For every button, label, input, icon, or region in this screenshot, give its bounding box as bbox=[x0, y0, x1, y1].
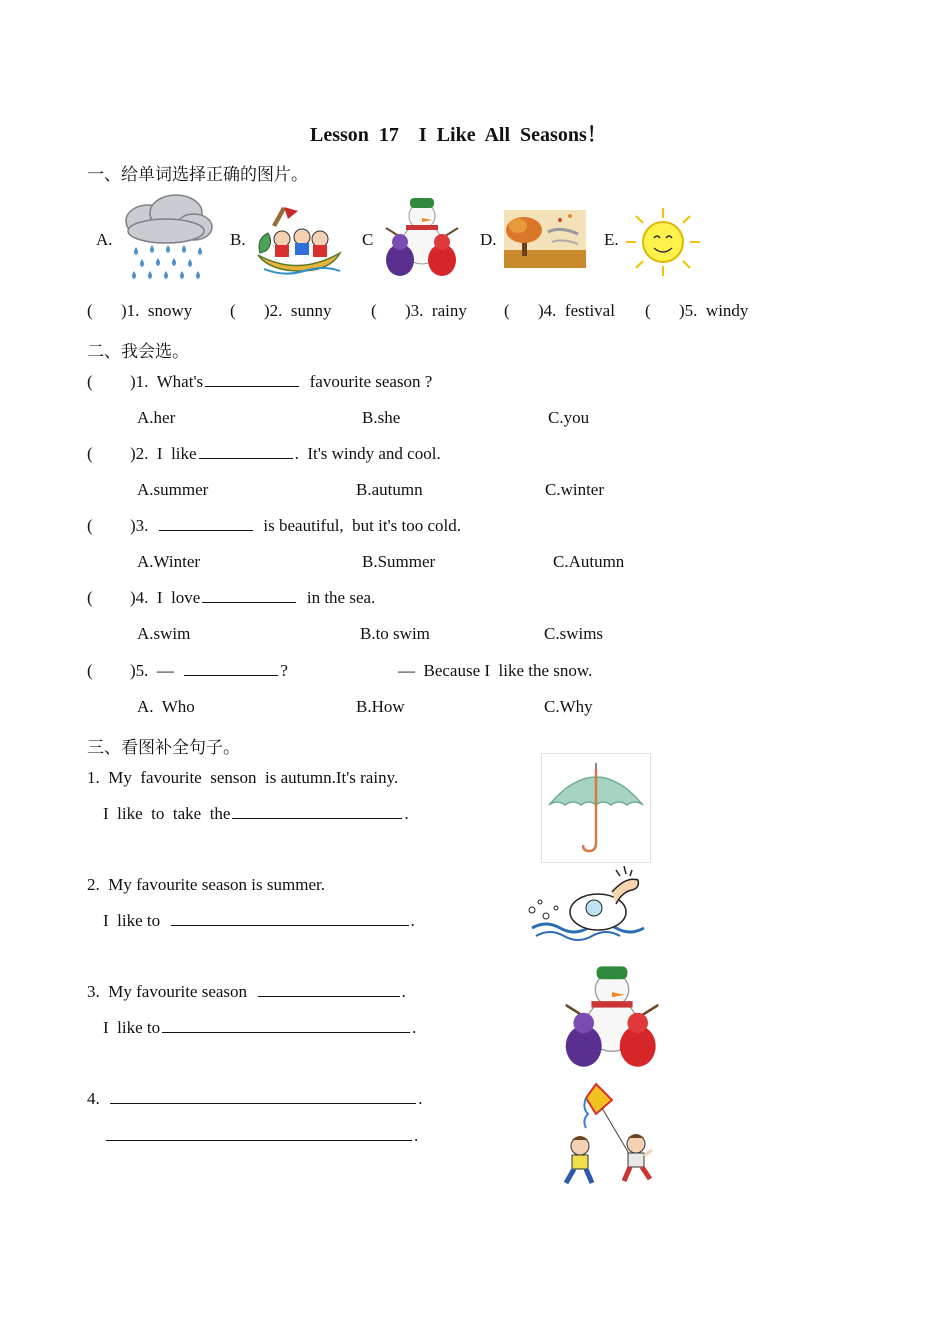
page-title: Lesson 17 I Like All Seasons！ bbox=[310, 124, 607, 146]
q1-option-c: C.you bbox=[548, 408, 590, 427]
word-2-paren: ( bbox=[230, 301, 236, 320]
q3-paren: ( bbox=[87, 516, 93, 535]
q5-option-a: A. Who bbox=[137, 697, 195, 716]
word-4-paren: ( bbox=[504, 301, 510, 320]
q5-number: )5. bbox=[130, 661, 149, 680]
umbrella-icon bbox=[541, 753, 651, 863]
item4-number: 4. bbox=[87, 1089, 100, 1108]
picture-letter-a: A. bbox=[96, 230, 113, 249]
item4-line2: . bbox=[104, 1126, 418, 1146]
q2-option-a: A.summer bbox=[137, 480, 209, 499]
q4-option-b: B.to swim bbox=[360, 624, 430, 643]
item1-blank[interactable] bbox=[232, 817, 402, 819]
part3-heading: 三、看图补全句子。 bbox=[87, 738, 240, 757]
q5-blank[interactable] bbox=[184, 674, 278, 676]
q1-stem bbox=[130, 372, 432, 392]
kite-kids-icon bbox=[556, 1082, 660, 1194]
q5-qmark: ? bbox=[280, 661, 288, 680]
q1-text-b: favourite season ? bbox=[309, 372, 433, 391]
item2-line1: 2. My favourite season is summer. bbox=[87, 875, 325, 894]
q2-blank[interactable] bbox=[199, 457, 293, 459]
q1-text-a: What's bbox=[156, 372, 204, 391]
item4-blank-1[interactable] bbox=[110, 1102, 416, 1104]
item2-blank[interactable] bbox=[171, 924, 409, 926]
item1-line2: I like to take the . bbox=[103, 804, 409, 823]
q3-blank[interactable] bbox=[159, 529, 253, 531]
item4-blank-2[interactable] bbox=[106, 1139, 412, 1141]
q3-number: )3. bbox=[130, 516, 149, 535]
item3-blank-2[interactable] bbox=[162, 1031, 410, 1033]
q5-reply: — Because I like the snow. bbox=[398, 661, 593, 680]
q3-option-a: A.Winter bbox=[137, 552, 201, 571]
q2-number: )2. bbox=[130, 444, 149, 463]
item3-line2: I like to . bbox=[103, 1018, 417, 1037]
q1-paren: ( bbox=[87, 372, 93, 391]
word-1: )1. snowy bbox=[121, 301, 193, 320]
q3-text-b: is beautiful, but it's too cold. bbox=[263, 516, 462, 535]
q2-text-a: I like bbox=[156, 444, 197, 463]
q4-blank[interactable] bbox=[202, 601, 296, 603]
q3-option-b: B.Summer bbox=[362, 552, 436, 571]
q5-paren: ( bbox=[87, 661, 93, 680]
item3-prompt: 3. My favourite season bbox=[87, 982, 248, 1001]
item2-prompt: I like to bbox=[103, 911, 161, 930]
item1-line1: 1. My favourite senson is autumn.It's rainy. bbox=[87, 768, 399, 787]
q1-blank[interactable] bbox=[205, 385, 299, 387]
word-5: )5. windy bbox=[679, 301, 749, 320]
item4-line1: 4. . bbox=[87, 1089, 423, 1108]
item3-blank-1[interactable] bbox=[258, 995, 400, 997]
sun-icon bbox=[624, 206, 702, 278]
q4-option-a: A.swim bbox=[137, 624, 191, 643]
q4-number: )4. bbox=[130, 588, 149, 607]
part1-heading: 一、给单词选择正确的图片。 bbox=[87, 165, 308, 184]
q4-text-b: in the sea. bbox=[306, 588, 376, 607]
word-4: )4. festival bbox=[538, 301, 615, 320]
word-1-paren: ( bbox=[87, 301, 93, 320]
q3-stem bbox=[130, 516, 461, 536]
picture-letter-e: E. bbox=[604, 230, 619, 249]
q2-option-c: C.winter bbox=[545, 480, 605, 499]
snowman-children-icon bbox=[380, 192, 464, 278]
q2-paren: ( bbox=[87, 444, 93, 463]
q5-option-b: B.How bbox=[356, 697, 405, 716]
q5-option-c: C.Why bbox=[544, 697, 593, 716]
q2-text-b: . It's windy and cool. bbox=[294, 444, 441, 463]
q1-option-b: B.she bbox=[362, 408, 401, 427]
q1-option-a: A.her bbox=[137, 408, 176, 427]
q1-number: )1. bbox=[130, 372, 149, 391]
word-3-paren: ( bbox=[371, 301, 377, 320]
q4-paren: ( bbox=[87, 588, 93, 607]
snowman-children-icon bbox=[558, 958, 666, 1070]
picture-letter-d: D. bbox=[480, 230, 497, 249]
picture-letter-b: B. bbox=[230, 230, 246, 249]
swimmer-icon bbox=[522, 862, 646, 946]
q5-dash: — bbox=[156, 661, 174, 680]
q4-option-c: C.swims bbox=[544, 624, 604, 643]
rain-cloud-icon bbox=[118, 193, 216, 285]
word-2: )2. sunny bbox=[264, 301, 332, 320]
picture-letter-c: C bbox=[362, 230, 374, 249]
q4-stem bbox=[130, 588, 375, 608]
q2-option-b: B.autumn bbox=[356, 480, 423, 499]
q5-stem bbox=[130, 661, 288, 681]
item2-line2: I like to . bbox=[103, 911, 415, 930]
part2-heading: 二、我会选。 bbox=[87, 342, 189, 361]
word-5-paren: ( bbox=[645, 301, 651, 320]
q2-stem bbox=[130, 444, 441, 464]
q3-option-c: C.Autumn bbox=[553, 552, 625, 571]
dragon-boat-icon bbox=[254, 203, 344, 279]
q4-text-a: I love bbox=[156, 588, 201, 607]
item3-line1: 3. My favourite season . bbox=[87, 982, 406, 1001]
item1-prompt: I like to take the bbox=[103, 804, 231, 823]
word-3: )3. rainy bbox=[405, 301, 467, 320]
windy-tree-icon bbox=[504, 210, 586, 268]
item3-prompt-2: I like to bbox=[103, 1018, 161, 1037]
